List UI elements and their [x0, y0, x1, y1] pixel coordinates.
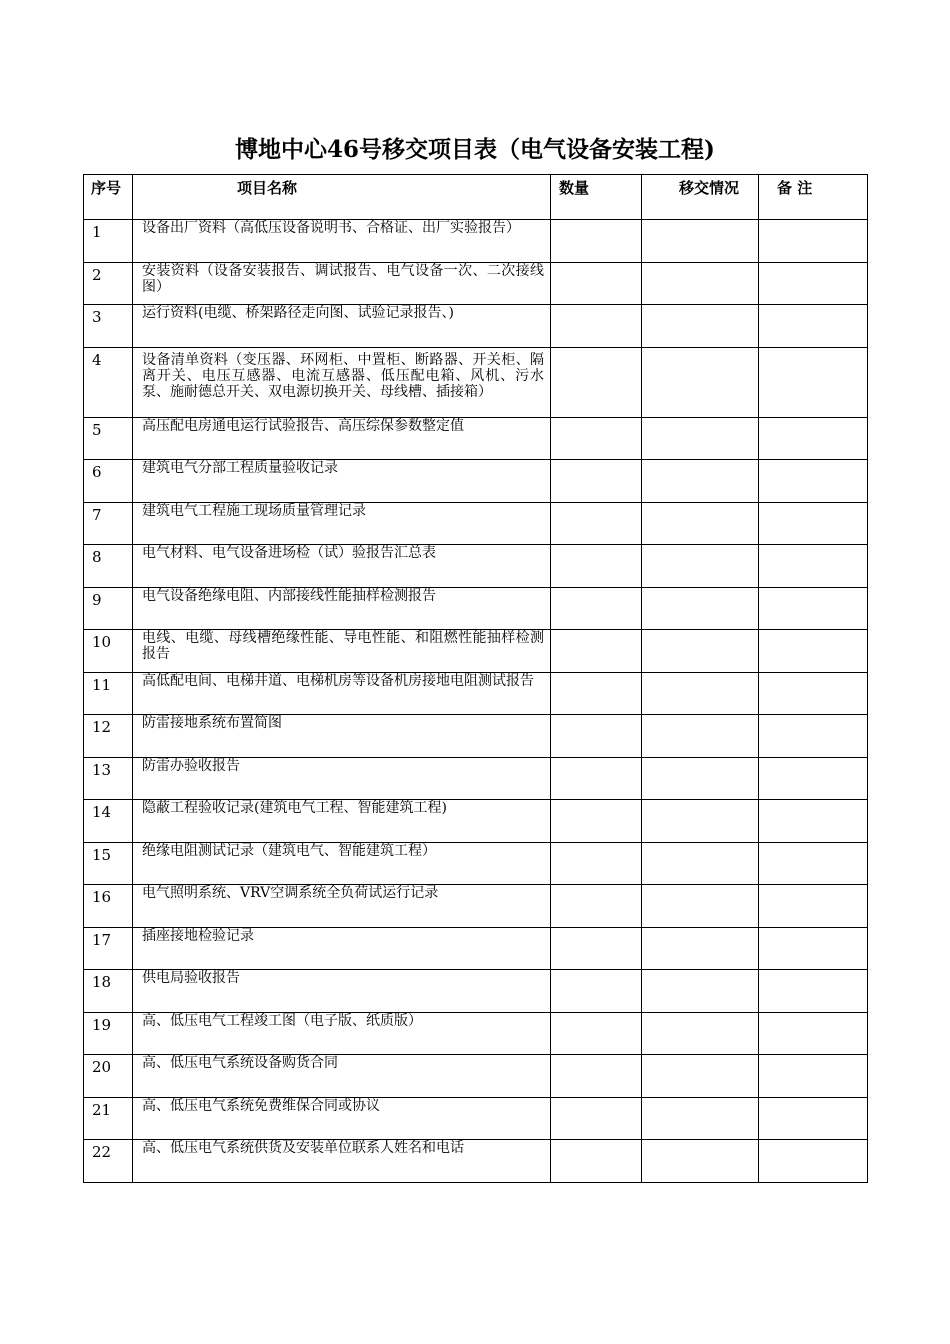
table-row	[84, 800, 868, 843]
row-quantity-cell	[551, 305, 642, 348]
row-remarks-cell	[759, 502, 868, 545]
row-status-cell	[642, 927, 759, 970]
row-status-cell	[642, 1055, 759, 1098]
row-number: 20	[84, 1055, 133, 1098]
row-remarks-cell	[759, 842, 868, 885]
row-item-name: 高压配电房通电运行试验报告、高压综保参数整定值	[133, 417, 551, 460]
table-row	[84, 630, 868, 673]
row-quantity-cell	[551, 545, 642, 588]
row-number: 21	[84, 1097, 133, 1140]
table-row	[84, 587, 868, 630]
row-status-cell	[642, 1097, 759, 1140]
row-quantity-cell	[551, 715, 642, 758]
row-remarks-cell	[759, 800, 868, 843]
row-number: 8	[84, 545, 133, 588]
row-number: 19	[84, 1012, 133, 1055]
header-item-name: 项目名称	[133, 175, 551, 220]
table-header-row	[84, 175, 868, 220]
row-remarks-cell	[759, 715, 868, 758]
row-item-name: 供电局验收报告	[133, 970, 551, 1013]
row-number: 15	[84, 842, 133, 885]
row-item-name: 防雷接地系统布置简图	[133, 715, 551, 758]
row-remarks-cell	[759, 757, 868, 800]
row-remarks-cell	[759, 1012, 868, 1055]
header-serial-number: 序号	[84, 175, 133, 220]
row-quantity-cell	[551, 800, 642, 843]
row-item-name: 绝缘电阻测试记录（建筑电气、智能建筑工程）	[133, 842, 551, 885]
row-item-name: 高低配电间、电梯井道、电梯机房等设备机房接地电阻测试报告	[133, 672, 551, 715]
row-remarks-cell	[759, 460, 868, 503]
row-item-name: 防雷办验收报告	[133, 757, 551, 800]
row-quantity-cell	[551, 502, 642, 545]
row-remarks-cell	[759, 1140, 868, 1183]
row-quantity-cell	[551, 630, 642, 673]
row-status-cell	[642, 220, 759, 263]
row-number: 7	[84, 502, 133, 545]
row-status-cell	[642, 757, 759, 800]
row-status-cell	[642, 417, 759, 460]
row-remarks-cell	[759, 885, 868, 928]
row-item-name: 电线、电缆、母线槽绝缘性能、导电性能、和阻燃性能抽样检测报告	[133, 630, 551, 673]
row-quantity-cell	[551, 1097, 642, 1140]
row-quantity-cell	[551, 417, 642, 460]
row-item-name: 电气材料、电气设备进场检（试）验报告汇总表	[133, 545, 551, 588]
row-number: 9	[84, 587, 133, 630]
table-row	[84, 347, 868, 417]
row-number: 11	[84, 672, 133, 715]
row-remarks-cell	[759, 220, 868, 263]
transfer-items-table	[83, 174, 868, 1183]
row-item-name: 高、低压电气系统设备购货合同	[133, 1055, 551, 1098]
table-row	[84, 927, 868, 970]
row-status-cell	[642, 630, 759, 673]
row-status-cell	[642, 545, 759, 588]
table-row	[84, 417, 868, 460]
table-row	[84, 1012, 868, 1055]
row-item-name: 高、低压电气系统供货及安装单位联系人姓名和电话	[133, 1140, 551, 1183]
row-item-name: 建筑电气分部工程质量验收记录	[133, 460, 551, 503]
row-number: 12	[84, 715, 133, 758]
row-number: 18	[84, 970, 133, 1013]
table-row	[84, 842, 868, 885]
row-remarks-cell	[759, 1097, 868, 1140]
table-row	[84, 757, 868, 800]
row-number: 17	[84, 927, 133, 970]
row-number: 13	[84, 757, 133, 800]
row-quantity-cell	[551, 587, 642, 630]
table-row	[84, 1097, 868, 1140]
row-status-cell	[642, 305, 759, 348]
table-row	[84, 672, 868, 715]
row-item-name: 设备出厂资料（高低压设备说明书、合格证、出厂实验报告）	[133, 220, 551, 263]
row-status-cell	[642, 347, 759, 417]
row-remarks-cell	[759, 417, 868, 460]
row-quantity-cell	[551, 262, 642, 305]
row-quantity-cell	[551, 347, 642, 417]
row-number: 2	[84, 262, 133, 305]
row-status-cell	[642, 672, 759, 715]
row-quantity-cell	[551, 220, 642, 263]
row-item-name: 运行资料(电缆、桥架路径走向图、试验记录报告、)	[133, 305, 551, 348]
row-item-name: 电气设备绝缘电阻、内部接线性能抽样检测报告	[133, 587, 551, 630]
row-number: 16	[84, 885, 133, 928]
row-remarks-cell	[759, 262, 868, 305]
row-remarks-cell	[759, 970, 868, 1013]
row-status-cell	[642, 587, 759, 630]
row-status-cell	[642, 460, 759, 503]
table-row	[84, 305, 868, 348]
row-number: 22	[84, 1140, 133, 1183]
row-status-cell	[642, 800, 759, 843]
row-item-name: 高、低压电气系统免费维保合同或协议	[133, 1097, 551, 1140]
row-status-cell	[642, 262, 759, 305]
row-remarks-cell	[759, 587, 868, 630]
row-quantity-cell	[551, 842, 642, 885]
row-status-cell	[642, 885, 759, 928]
table-row	[84, 970, 868, 1013]
row-status-cell	[642, 1012, 759, 1055]
row-remarks-cell	[759, 545, 868, 588]
row-status-cell	[642, 1140, 759, 1183]
row-item-name: 隐蔽工程验收记录(建筑电气工程、智能建筑工程)	[133, 800, 551, 843]
row-quantity-cell	[551, 1140, 642, 1183]
row-item-name: 安装资料（设备安装报告、调试报告、电气设备一次、二次接线图）	[133, 262, 551, 305]
row-quantity-cell	[551, 1012, 642, 1055]
header-quantity: 数量	[551, 175, 642, 220]
table-row	[84, 715, 868, 758]
table-row	[84, 220, 868, 263]
row-remarks-cell	[759, 630, 868, 673]
row-item-name: 设备清单资料（变压器、环网柜、中置柜、断路器、开关柜、隔离开关、电压互感器、电流互感器、低压配电箱、风机、污水泵、施耐德总开关、双电源切换开关、母线槽、插接箱）	[133, 347, 551, 417]
row-item-name: 电气照明系统、VRV空调系统全负荷试运行记录	[133, 885, 551, 928]
header-remarks: 备 注	[759, 175, 868, 220]
row-number: 14	[84, 800, 133, 843]
row-number: 3	[84, 305, 133, 348]
row-remarks-cell	[759, 305, 868, 348]
row-quantity-cell	[551, 927, 642, 970]
row-item-name: 高、低压电气工程竣工图（电子版、纸质版）	[133, 1012, 551, 1055]
table-row	[84, 1140, 868, 1183]
row-status-cell	[642, 842, 759, 885]
row-item-name: 建筑电气工程施工现场质量管理记录	[133, 502, 551, 545]
row-quantity-cell	[551, 460, 642, 503]
table-row	[84, 502, 868, 545]
row-remarks-cell	[759, 927, 868, 970]
row-quantity-cell	[551, 757, 642, 800]
document-title: 博地中心46号移交项目表（电气设备安装工程)	[235, 136, 715, 163]
row-remarks-cell	[759, 672, 868, 715]
row-remarks-cell	[759, 1055, 868, 1098]
row-item-name: 插座接地检验记录	[133, 927, 551, 970]
table-row	[84, 1055, 868, 1098]
row-status-cell	[642, 970, 759, 1013]
row-remarks-cell	[759, 347, 868, 417]
row-number: 6	[84, 460, 133, 503]
row-number: 5	[84, 417, 133, 460]
row-number: 4	[84, 347, 133, 417]
table-row	[84, 545, 868, 588]
row-number: 10	[84, 630, 133, 673]
row-quantity-cell	[551, 1055, 642, 1098]
table-row	[84, 460, 868, 503]
table-row	[84, 885, 868, 928]
row-status-cell	[642, 502, 759, 545]
header-transfer-status: 移交情况	[642, 175, 759, 220]
row-status-cell	[642, 715, 759, 758]
row-quantity-cell	[551, 672, 642, 715]
table-row	[84, 262, 868, 305]
row-quantity-cell	[551, 885, 642, 928]
row-number: 1	[84, 220, 133, 263]
row-quantity-cell	[551, 970, 642, 1013]
